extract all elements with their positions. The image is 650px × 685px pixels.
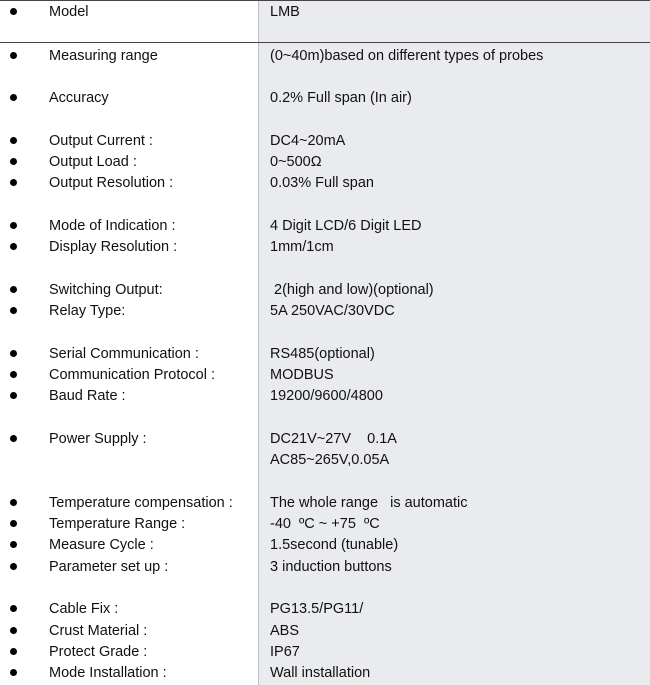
spec-row-output-resolution (0, 173, 650, 194)
spec-label: Output Resolution : (49, 175, 174, 191)
spec-value: 3 induction buttons (270, 559, 392, 575)
bullet-icon (10, 371, 17, 378)
bullet-icon (10, 499, 17, 506)
spec-value: 19200/9600/4800 (270, 388, 383, 404)
spec-row-protect-grade (0, 642, 650, 663)
spec-label: Temperature compensation : (49, 495, 233, 511)
bullet-icon (10, 52, 17, 59)
spec-row-output-load (0, 152, 650, 173)
spec-row-measure-cycle (0, 535, 650, 556)
spec-value: 4 Digit LCD/6 Digit LED (270, 218, 422, 234)
spec-row-cable-fix (0, 599, 650, 620)
header-row-divider (0, 42, 650, 43)
spec-row-model (0, 2, 650, 23)
spec-value: ABS (270, 623, 300, 639)
spec-value: 1.5second (tunable) (270, 537, 399, 553)
spec-label: Accuracy (49, 90, 109, 106)
spec-row-communication-protocol (0, 365, 650, 386)
spec-row-output-current (0, 131, 650, 152)
bullet-icon (10, 627, 17, 634)
spec-label: Serial Communication : (49, 346, 199, 362)
spec-row-power-supply (0, 429, 650, 450)
bullet-icon (10, 541, 17, 548)
spec-label: Baud Rate : (49, 388, 126, 404)
spec-row-accuracy (0, 88, 650, 109)
spec-row-baud-rate (0, 386, 650, 407)
bullet-icon (10, 392, 17, 399)
spec-label: Communication Protocol : (49, 367, 216, 383)
spec-label: Switching Output: (49, 282, 163, 298)
spec-label: Mode Installation : (49, 665, 167, 681)
spec-value: PG13.5/PG11/ (270, 601, 364, 617)
spec-value: 5A 250VAC/30VDC (270, 303, 395, 319)
bullet-icon (10, 669, 17, 676)
spec-label: Display Resolution : (49, 239, 178, 255)
spec-row-serial-communication (0, 344, 650, 365)
spec-value: 0~500Ω (270, 154, 322, 170)
bullet-icon (10, 158, 17, 165)
bullet-icon (10, 222, 17, 229)
spec-label: Output Load : (49, 154, 137, 170)
bullet-icon (10, 243, 17, 250)
spec-value: -40 ºC ~ +75 ºC (270, 516, 380, 532)
bullet-icon (10, 350, 17, 357)
bullet-icon (10, 563, 17, 570)
spec-row-mode-of-indication (0, 216, 650, 237)
spec-value: RS485(optional) (270, 346, 375, 362)
spec-label: Power Supply : (49, 431, 147, 447)
spec-row-power-supply-ac (0, 450, 650, 471)
spec-value: 2(high and low)(optional) (270, 282, 434, 298)
spec-value: AC85~265V,0.05A (270, 452, 390, 468)
spec-value: The whole range is automatic (270, 495, 468, 511)
spec-value: DC4~20mA (270, 133, 346, 149)
spec-label: Cable Fix : (49, 601, 119, 617)
spec-label: Protect Grade : (49, 644, 148, 660)
spec-value: MODBUS (270, 367, 334, 383)
spec-row-switching-output (0, 280, 650, 301)
bullet-icon (10, 94, 17, 101)
spec-row-relay-type (0, 301, 650, 322)
spec-label: Crust Material : (49, 623, 148, 639)
spec-label: Measuring range (49, 48, 158, 64)
bullet-icon (10, 8, 17, 15)
spec-row-parameter-set-up (0, 557, 650, 578)
spec-label: Mode of Indication : (49, 218, 176, 234)
spec-row-mode-installation (0, 663, 650, 684)
spec-label: Output Current : (49, 133, 153, 149)
spec-row-temperature-compensation (0, 493, 650, 514)
spec-value: LMB (270, 4, 300, 20)
bullet-icon (10, 605, 17, 612)
spec-label: Parameter set up : (49, 559, 169, 575)
spec-value: IP67 (270, 644, 300, 660)
spec-row-display-resolution (0, 237, 650, 258)
bullet-icon (10, 286, 17, 293)
spec-value: 1mm/1cm (270, 239, 334, 255)
bullet-icon (10, 520, 17, 527)
table-top-border (0, 0, 650, 1)
bullet-icon (10, 179, 17, 186)
spec-label: Relay Type: (49, 303, 126, 319)
spec-value: 0.03% Full span (270, 175, 374, 191)
spec-row-temperature-range (0, 514, 650, 535)
spec-value: Wall installation (270, 665, 371, 681)
spec-label: Measure Cycle : (49, 537, 154, 553)
spec-value: (0~40m)based on different types of probes (270, 48, 544, 64)
bullet-icon (10, 137, 17, 144)
spec-label: Model (49, 4, 89, 20)
bullet-icon (10, 648, 17, 655)
spec-row-crust-material (0, 621, 650, 642)
bullet-icon (10, 435, 17, 442)
spec-label: Temperature Range : (49, 516, 186, 532)
spec-value: DC21V~27V 0.1A (270, 431, 397, 447)
spec-value: 0.2% Full span (In air) (270, 90, 412, 106)
spec-row-measuring-range (0, 46, 650, 67)
bullet-icon (10, 307, 17, 314)
